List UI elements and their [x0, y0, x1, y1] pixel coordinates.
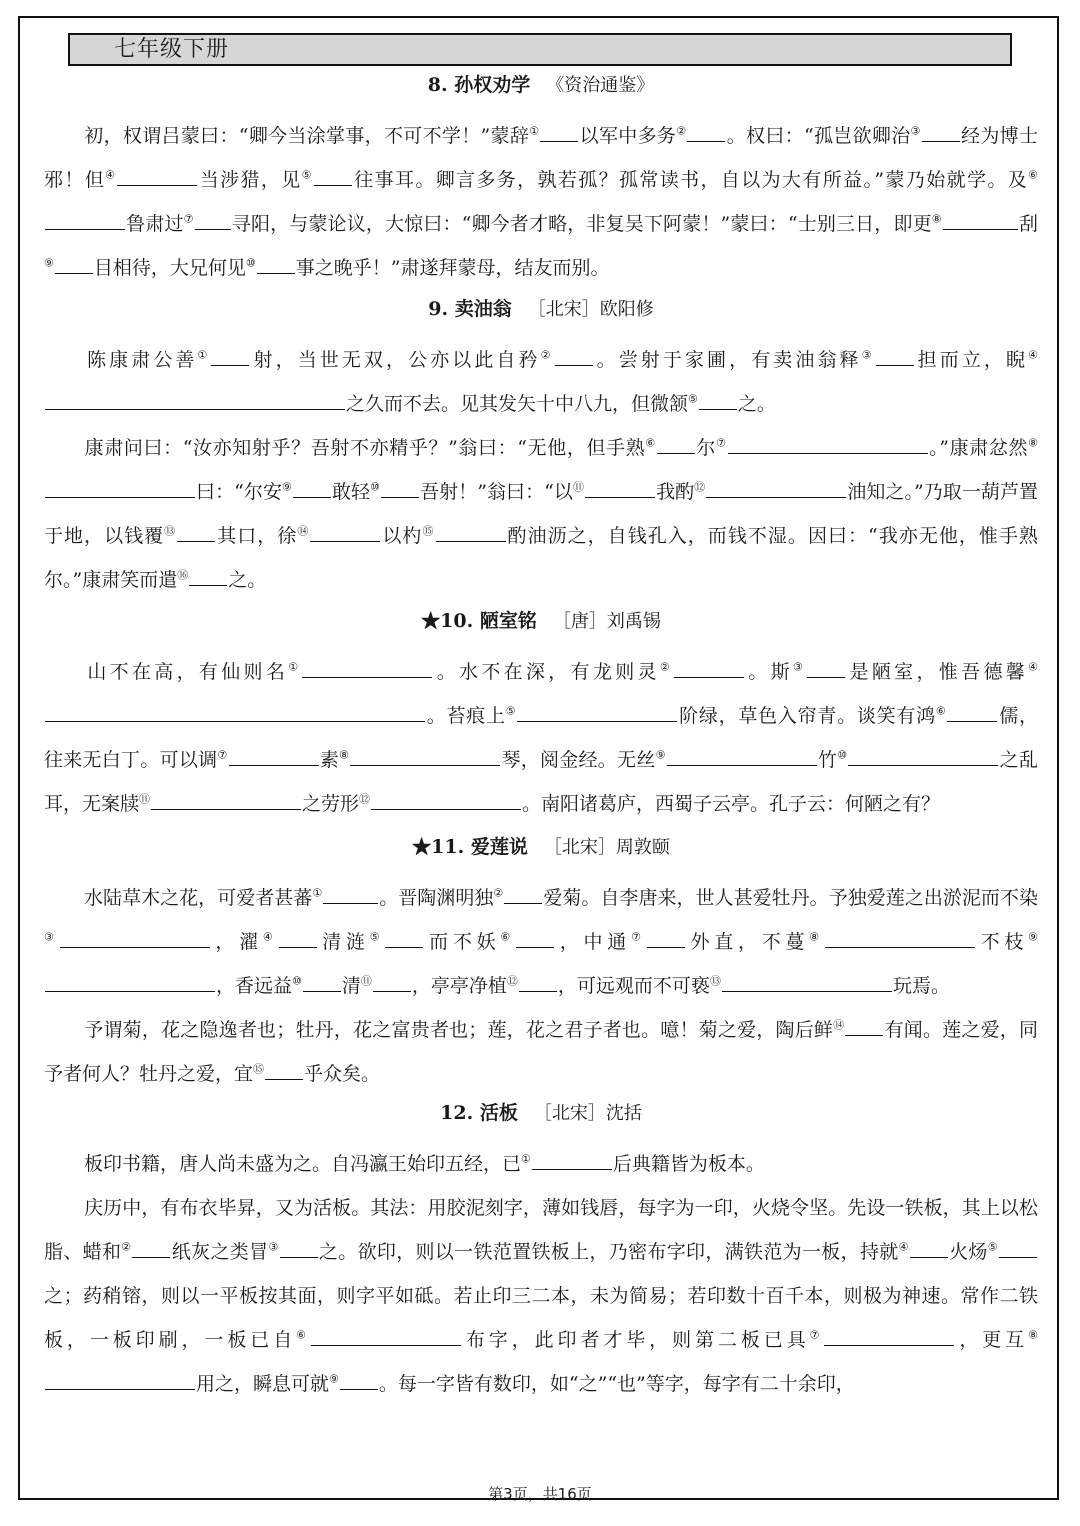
- text-run: 。南阳诸葛庐，西蜀子云亭。孔子云：何陋之有？: [522, 793, 941, 815]
- text-run: 外直，不蔓: [685, 931, 810, 953]
- fill-blank[interactable]: [728, 435, 928, 454]
- text-run: 敢轻: [331, 481, 371, 503]
- fill-blank[interactable]: [302, 659, 432, 678]
- footnote-marker: ④: [262, 930, 278, 944]
- footnote-marker: ⑧: [931, 212, 942, 226]
- fill-blank[interactable]: [876, 347, 914, 366]
- footnote-marker: ⑦: [716, 436, 727, 450]
- fill-blank[interactable]: [45, 973, 215, 992]
- text-run: 刮: [1018, 213, 1038, 235]
- fill-blank[interactable]: [555, 347, 593, 366]
- fill-blank[interactable]: [340, 1371, 378, 1390]
- paragraph: [44, 1008, 1038, 1096]
- fill-blank[interactable]: [647, 929, 685, 948]
- text-run: 当涉猎，见: [198, 169, 302, 191]
- text-run: 而不妖: [424, 931, 501, 953]
- fill-blank[interactable]: [824, 1327, 954, 1346]
- footnote-marker: ⑪: [360, 974, 372, 988]
- fill-blank[interactable]: [516, 929, 554, 948]
- fill-blank[interactable]: [177, 523, 215, 542]
- fill-blank[interactable]: [229, 747, 319, 766]
- text-run: 吾射！”翁曰：“以: [420, 481, 573, 503]
- footnote-marker: ⑤: [301, 168, 313, 182]
- text-run: 。尝射于家圃，有卖油翁释: [593, 349, 862, 371]
- footnote-marker: ⑬: [709, 974, 721, 988]
- text-run: 寻阳，与蒙论议，大惊曰：“卿今者才略，非复吴下阿蒙！”蒙曰：“士别三日，即更: [231, 213, 932, 235]
- fill-blank[interactable]: [314, 167, 352, 186]
- text-run: 。斯: [745, 661, 794, 683]
- footnote-marker: ④: [105, 168, 117, 182]
- footnote-marker: ①: [521, 1152, 531, 1166]
- text-run: 。权曰：“孤岂欲卿治: [726, 125, 911, 147]
- paragraph: [44, 1186, 1038, 1406]
- fill-blank[interactable]: [657, 435, 695, 454]
- footnote-marker: ②: [676, 124, 687, 138]
- fill-blank[interactable]: [504, 885, 542, 904]
- text-run: 担而立，睨: [914, 349, 1029, 371]
- footnote-marker: ①: [312, 886, 323, 900]
- fill-blank[interactable]: [45, 479, 195, 498]
- footnote-marker: ⑥: [500, 930, 516, 944]
- text-run: ，香远益: [216, 975, 293, 997]
- text-run: 乎众矣。: [304, 1063, 381, 1085]
- text-run: 目相待，大兄何见: [93, 257, 246, 279]
- page-number: 第3页，共16页: [488, 1485, 592, 1503]
- text-run: 射，当世无双，公亦以此自矜: [250, 349, 541, 371]
- footnote-marker: ⑧: [1028, 436, 1038, 450]
- footnote-marker: ⑧: [339, 748, 350, 762]
- text-run: 之；药稍镕，则以一平板按其面，则字平如砥。若止印三二本，未为简易；若印数十百千本，则极为神速。常作二铁板，一板印刷，一板已自: [44, 1285, 1038, 1351]
- fill-blank[interactable]: [311, 1327, 461, 1346]
- footnote-marker: ④: [898, 1240, 909, 1254]
- footnote-marker: ⑭: [833, 1018, 845, 1032]
- text-run: 经为博士邪！但: [44, 125, 1038, 191]
- section-title-10: ★10. 陋室铭 ［唐］刘禹锡: [421, 610, 661, 632]
- footnote-marker: ⑫: [506, 974, 518, 988]
- fill-blank[interactable]: [117, 167, 197, 186]
- footnote-marker: ⑤: [688, 392, 698, 406]
- fill-blank[interactable]: [45, 703, 425, 722]
- fill-blank[interactable]: [211, 347, 249, 366]
- fill-blank[interactable]: [517, 703, 677, 722]
- footnote-marker: ⑪: [572, 480, 585, 494]
- text-run: ，亭亭净植: [411, 975, 507, 997]
- footnote-marker: ⑧: [1028, 1328, 1038, 1342]
- section-title-8: 8. 孙权劝学 《资治通鉴》: [427, 74, 655, 96]
- text-run: 之久而不去。见其发矢十中八九，但微颔: [346, 393, 689, 415]
- fill-blank[interactable]: [585, 479, 655, 498]
- text-run: ，更互: [955, 1329, 1029, 1351]
- footnote-marker: ③: [861, 348, 875, 362]
- footnote-marker: ④: [1028, 660, 1038, 674]
- text-run: 。水不在深，有龙则灵: [433, 661, 660, 683]
- fill-blank[interactable]: [303, 973, 341, 992]
- footnote-marker: ⑤: [505, 704, 517, 718]
- fill-blank[interactable]: [667, 747, 817, 766]
- footnote-marker: ⑥: [935, 704, 947, 718]
- text-run: 之。: [228, 569, 267, 591]
- fill-blank[interactable]: [371, 791, 521, 810]
- text-run: 予谓菊，花之隐逸者也；牡丹，花之富贵者也；莲，花之君子者也。噫！菊之爱，陶后鲜: [84, 1019, 834, 1041]
- fill-blank[interactable]: [722, 973, 892, 992]
- footnote-marker: ⑨: [44, 256, 54, 270]
- footnote-marker: ⑤: [987, 1240, 998, 1254]
- fill-blank[interactable]: [189, 567, 227, 586]
- text-run: 尔: [695, 437, 717, 459]
- footnote-marker: ③: [44, 930, 59, 944]
- text-run: 板印书籍，唐人尚未盛为之。自冯瀛王始印五经，已: [84, 1153, 522, 1175]
- text-run: 后典籍皆为板本。: [612, 1153, 765, 1175]
- paragraph: [44, 1142, 1038, 1186]
- text-run: ，中通: [555, 931, 632, 953]
- fill-blank[interactable]: [943, 211, 1018, 230]
- grade-label: 七年级下册: [114, 37, 230, 62]
- fill-blank[interactable]: [848, 747, 998, 766]
- text-run: 之乱耳，无案牍: [44, 749, 1038, 815]
- fill-blank[interactable]: [540, 123, 578, 142]
- fill-blank[interactable]: [45, 391, 345, 410]
- footnote-marker: ⑪: [139, 792, 151, 806]
- footnote-marker: ⑫: [359, 792, 371, 806]
- fill-blank[interactable]: [922, 123, 960, 142]
- footnote-marker: ④: [1028, 348, 1038, 362]
- paragraph: [44, 876, 1038, 1008]
- fill-blank[interactable]: [373, 973, 411, 992]
- fill-blank[interactable]: [807, 659, 845, 678]
- text-run: 山不在高，有仙则名: [84, 661, 289, 683]
- fill-blank[interactable]: [674, 659, 744, 678]
- text-run: 水陆草木之花，可爱者甚蕃: [84, 887, 313, 909]
- text-run: 有闻。莲之爱，同予者何人？牡丹之爱，宜: [44, 1019, 1038, 1085]
- text-run: 儒，往来无白丁。可以调: [44, 705, 1038, 771]
- footnote-marker: ①: [288, 660, 302, 674]
- fill-blank[interactable]: [45, 211, 125, 230]
- fill-blank[interactable]: [310, 523, 380, 542]
- footnote-marker: ⑮: [422, 524, 435, 538]
- footnote-marker: ⑥: [645, 436, 656, 450]
- text-run: 。晋陶渊明独: [379, 887, 494, 909]
- text-run: 往事耳。卿言多务，孰若孤？孤常读书，自以为大有所益。”蒙乃始就学。及: [352, 169, 1029, 191]
- fill-blank[interactable]: [55, 255, 93, 274]
- footnote-marker: ⑦: [183, 212, 194, 226]
- footnote-marker: ⑭: [297, 524, 310, 538]
- worksheet-content: [44, 70, 1038, 1406]
- fill-blank[interactable]: [910, 1239, 948, 1258]
- text-run: 。”康肃忿然: [928, 437, 1029, 459]
- section-title-11: ★11. 爱莲说 ［北宋］周敦颐: [412, 836, 670, 858]
- fill-blank[interactable]: [265, 1061, 303, 1080]
- section-title-9: 9. 卖油翁 ［北宋］欧阳修: [428, 298, 654, 320]
- footnote-marker: ⑦: [809, 1328, 824, 1342]
- footnote-marker: ①: [197, 348, 211, 362]
- text-run: 事之晚乎！”肃遂拜蒙母，结友而别。: [295, 257, 610, 279]
- footnote-marker: ⑨: [1028, 930, 1038, 944]
- footnote-marker: ⑫: [694, 480, 706, 494]
- fill-blank[interactable]: [151, 791, 301, 810]
- section-title-12: 12. 活板 ［北宋］沈括: [440, 1102, 642, 1124]
- text-run: 不枝: [975, 931, 1029, 953]
- footnote-marker: ⑧: [809, 930, 824, 944]
- fill-blank[interactable]: [323, 885, 378, 904]
- text-run: 我酌: [656, 481, 695, 503]
- fill-blank[interactable]: [519, 973, 557, 992]
- fill-blank[interactable]: [706, 479, 846, 498]
- text-run: 清: [341, 975, 361, 997]
- footnote-marker: ⑨: [655, 748, 666, 762]
- fill-blank[interactable]: [45, 1371, 195, 1390]
- fill-blank[interactable]: [381, 479, 419, 498]
- fill-blank[interactable]: [947, 703, 997, 722]
- text-run: 庆历中，有布衣毕昇，又为活板。其法：用胶泥刻字，薄如钱唇，每字为一印，火烧令坚。先设一铁板，其上以松脂、蜡和: [44, 1197, 1038, 1263]
- footnote-marker: ⑯: [177, 568, 189, 582]
- footnote-marker: ②: [659, 660, 674, 674]
- fill-blank[interactable]: [350, 747, 500, 766]
- footnote-marker: ⑬: [164, 524, 177, 538]
- text-run: 爱菊。自李唐来，世人甚爱牡丹。予独爱莲之出淤泥而不染: [543, 887, 1038, 909]
- fill-blank[interactable]: [825, 929, 975, 948]
- text-run: 之劳形: [302, 793, 360, 815]
- footnote-marker: ①: [529, 124, 540, 138]
- footnote-marker: ⑦: [217, 748, 228, 762]
- footnote-marker: ⑩: [292, 974, 302, 988]
- footnote-marker: ⑨: [329, 1372, 339, 1386]
- fill-blank[interactable]: [687, 123, 725, 142]
- fill-blank[interactable]: [60, 929, 210, 948]
- text-run: 酌油沥之，自钱孔入，而钱不湿。因曰：“我亦无他，惟手熟尔。”康肃笑而遣: [44, 525, 1038, 591]
- footnote-marker: ③: [910, 124, 921, 138]
- paragraph: [44, 114, 1038, 290]
- footnote-marker: ⑥: [1028, 168, 1038, 182]
- fill-blank[interactable]: [195, 211, 231, 230]
- paragraph: [44, 338, 1038, 426]
- fill-blank[interactable]: [257, 255, 295, 274]
- header-banner: [68, 33, 1012, 66]
- footnote-marker: ⑩: [370, 480, 381, 494]
- text-run: 以杓: [381, 525, 423, 547]
- text-run: 琴，阅金经。无丝: [501, 749, 656, 771]
- text-run: 康肃问曰：“汝亦知射乎？吾射不亦精乎？”翁曰：“无他，但手熟: [84, 437, 646, 459]
- footnote-marker: ⑥: [296, 1328, 310, 1342]
- footnote-marker: ⑤: [369, 930, 385, 944]
- text-run: 油知之。”乃取一葫芦置于地，以钱覆: [44, 481, 1038, 547]
- text-run: 之。欲印，则以一铁范置铁板上，乃密布字印，满铁范为一板，持就: [318, 1241, 899, 1263]
- footnote-marker: ②: [540, 348, 554, 362]
- text-run: 阶绿，草色入帘青。谈笑有鸿: [678, 705, 936, 727]
- text-run: 布字，此印者才毕，则第二板已具: [461, 1329, 810, 1351]
- text-run: 素: [319, 749, 340, 771]
- fill-blank[interactable]: [999, 1239, 1037, 1258]
- text-run: 。每一字皆有数印，如“之”“也”等字，每字有二十余印，: [378, 1373, 855, 1395]
- text-run: 玩焉。: [892, 975, 950, 997]
- footnote-marker: ⑨: [282, 480, 292, 494]
- text-run: 初，权谓吕蒙曰：“卿今当涂掌事，不可不学！”蒙辞: [84, 125, 530, 147]
- text-run: 之。: [737, 393, 776, 415]
- footnote-marker: ⑩: [837, 748, 848, 762]
- footnote-marker: ②: [493, 886, 504, 900]
- fill-blank[interactable]: [280, 1239, 318, 1258]
- text-run: 曰：“尔安: [196, 481, 283, 503]
- paragraph: [44, 426, 1038, 602]
- fill-blank[interactable]: [385, 929, 423, 948]
- fill-blank[interactable]: [845, 1017, 883, 1036]
- fill-blank[interactable]: [532, 1151, 612, 1170]
- footnote-marker: ②: [121, 1240, 132, 1254]
- footnote-marker: ⑩: [245, 256, 256, 270]
- footnote-marker: ⑦: [631, 930, 646, 944]
- fill-blank[interactable]: [293, 479, 331, 498]
- footnote-marker: ③: [793, 660, 807, 674]
- fill-blank[interactable]: [279, 929, 317, 948]
- text-run: 纸灰之类冒: [171, 1241, 269, 1263]
- text-run: 其口，徐: [216, 525, 298, 547]
- text-run: 陈康肃公善: [84, 349, 198, 371]
- text-run: 鲁肃过: [126, 213, 184, 235]
- text-run: 清涟: [317, 931, 370, 953]
- text-run: 竹: [817, 749, 838, 771]
- footnote-marker: ⑮: [253, 1062, 265, 1076]
- fill-blank[interactable]: [132, 1239, 170, 1258]
- text-run: 。苔痕上: [426, 705, 506, 727]
- paragraph: [44, 650, 1038, 826]
- text-run: 用之，瞬息可就: [196, 1373, 330, 1395]
- text-run: ，可远观而不可亵: [557, 975, 710, 997]
- text-run: 是陋室，惟吾德馨: [846, 661, 1029, 683]
- text-run: 火炀: [948, 1241, 988, 1263]
- fill-blank[interactable]: [699, 391, 737, 410]
- text-run: 以军中多务: [579, 125, 677, 147]
- footnote-marker: ③: [268, 1240, 279, 1254]
- fill-blank[interactable]: [436, 523, 506, 542]
- text-run: ，濯: [210, 931, 263, 953]
